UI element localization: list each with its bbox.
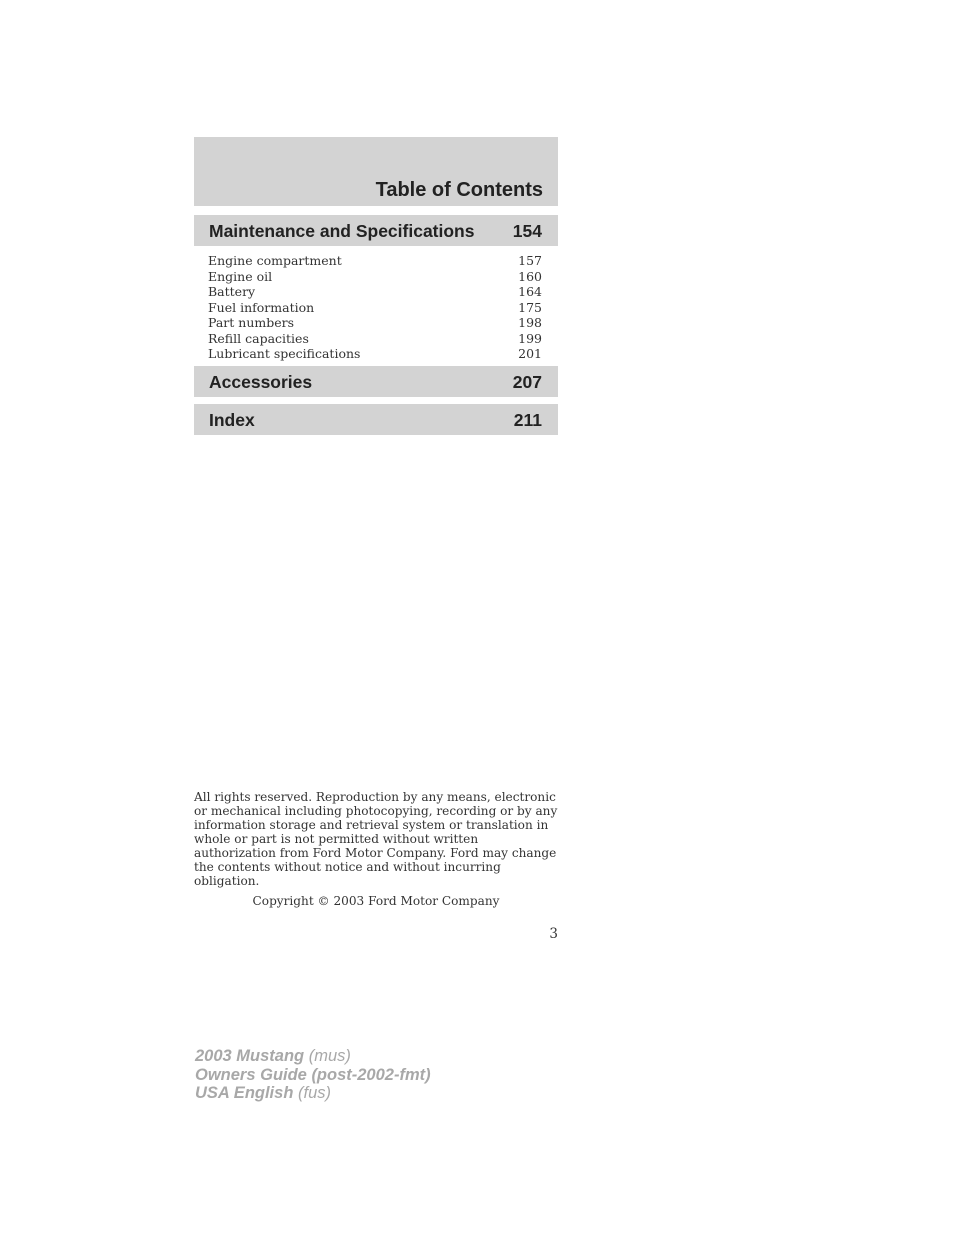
toc-entry-label: Part numbers — [208, 315, 295, 330]
rights-line: information storage and retrieval system or translation in — [194, 818, 549, 832]
page-title: Table of Contents — [375, 179, 543, 201]
toc-entry[interactable] — [208, 315, 542, 331]
section-page: 154 — [512, 221, 542, 241]
toc-entry-page: 198 — [518, 315, 542, 330]
toc-entries — [208, 253, 542, 362]
section-label: Index — [209, 410, 255, 430]
toc-entry-label: Refill capacities — [208, 330, 309, 346]
page-number: 3 — [549, 926, 558, 942]
rights-line: whole or part is not permitted without written — [194, 832, 479, 846]
section-label: Accessories — [209, 372, 313, 392]
toc-entry-label: Lubricant specifications — [208, 346, 361, 361]
section-accessories[interactable] — [194, 366, 558, 397]
footer-language: USA English — [195, 1084, 294, 1102]
toc-entry-page: 160 — [518, 268, 542, 284]
footer-model: 2003 Mustang — [195, 1047, 305, 1065]
section-maintenance[interactable] — [194, 215, 558, 246]
section-label: Maintenance and Specifications — [209, 221, 475, 241]
section-page: 211 — [513, 410, 542, 430]
toc-entry[interactable] — [208, 269, 542, 285]
rights-notice — [194, 790, 560, 888]
toc-entry-label: Engine oil — [208, 268, 273, 284]
footer-language-code: (fus) — [298, 1084, 331, 1102]
toc-entry-page: 201 — [518, 346, 542, 361]
footer-model-code: (mus) — [308, 1047, 351, 1065]
rights-line: authorization from Ford Motor Company. Ford may change — [194, 846, 557, 860]
toc-entry[interactable] — [208, 346, 542, 362]
footer-line-3 — [195, 1084, 431, 1103]
toc-entry-label: Fuel information — [208, 299, 315, 315]
toc-entry[interactable] — [208, 284, 542, 300]
toc-entry-page: 164 — [518, 284, 542, 299]
footer-line-2 — [195, 1066, 431, 1085]
rights-line: or mechanical including photocopying, recording or by any — [194, 804, 558, 818]
document-footer — [195, 1047, 431, 1103]
toc-entry-page: 199 — [518, 330, 542, 346]
toc-entry-page: 175 — [518, 299, 542, 315]
toc-entry[interactable] — [208, 300, 542, 316]
toc-entry-label: Battery — [208, 284, 256, 299]
footer-line-1 — [195, 1047, 431, 1066]
rights-line: obligation. — [194, 874, 260, 888]
section-page: 207 — [512, 372, 542, 392]
rights-line: the contents without notice and without incurring — [194, 860, 501, 874]
rights-line: All rights reserved. Reproduction by any means, electronic — [194, 790, 556, 804]
toc-entry-page: 157 — [518, 253, 542, 268]
footer-guide: Owners Guide (post-2002-fmt) — [195, 1065, 431, 1084]
toc-entry[interactable] — [208, 253, 542, 269]
toc-entry-label: Engine compartment — [208, 253, 342, 268]
copyright-line: Copyright © 2003 Ford Motor Company — [252, 894, 500, 908]
toc-entry[interactable] — [208, 331, 542, 347]
title-band — [194, 137, 558, 206]
section-index[interactable] — [194, 404, 558, 435]
